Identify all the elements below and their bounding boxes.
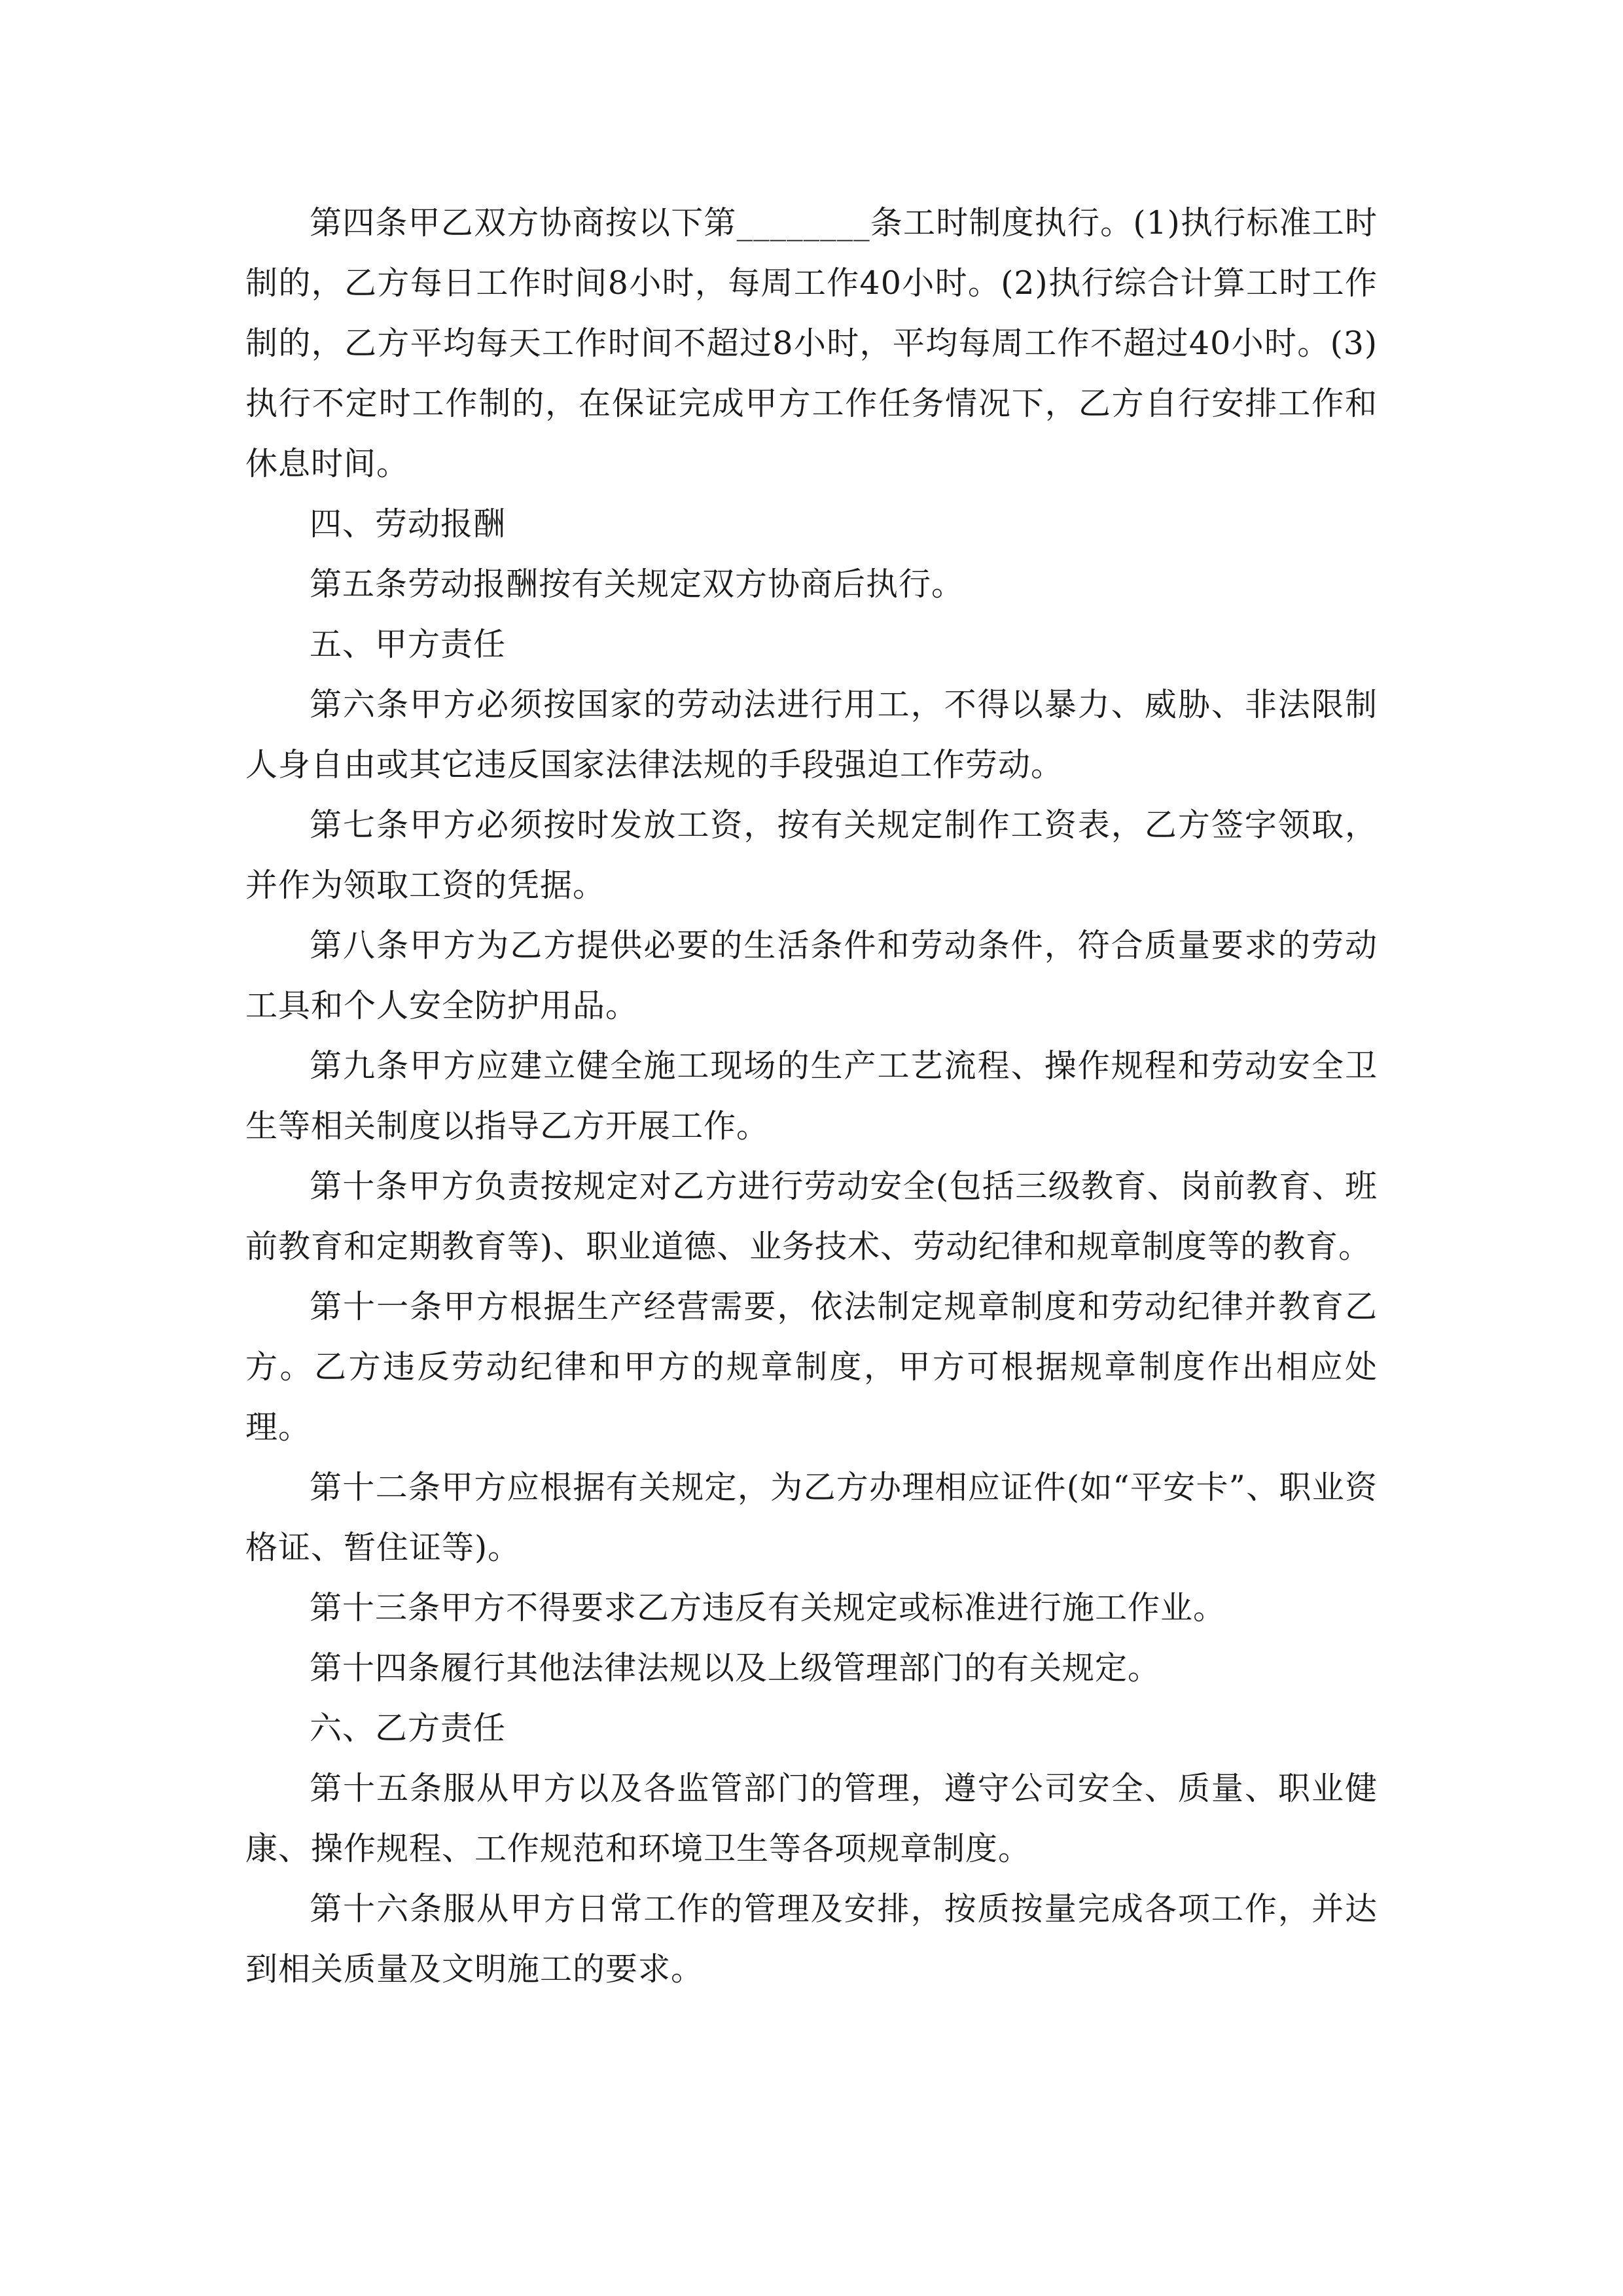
- section-heading-party-b-duties: 六、乙方责任: [310, 1710, 507, 1747]
- article-13-paragraph: 第十三条甲方不得要求乙方违反有关规定或标准进行施工作业。: [310, 1589, 1226, 1626]
- article-10-paragraph: 第十条甲方负责按规定对乙方进行劳动安全(包括三级教育、岗前教育、班前教育和定期教育等)、职业道德、业务技术、劳动纪律和规章制度等的教育。: [245, 1168, 1378, 1265]
- article-11-paragraph: 第十一条甲方根据生产经营需要，依法制定规章制度和劳动纪律并教育乙方。乙方违反劳动纪律和甲方的规章制度，甲方可根据规章制度作出相应处理。: [245, 1288, 1378, 1446]
- article-6-paragraph: 第六条甲方必须按国家的劳动法进行用工，不得以暴力、威胁、非法限制人身自由或其它违反国家法律法规的手段强迫工作劳动。: [245, 686, 1378, 783]
- section-heading-remuneration: 四、劳动报酬: [310, 505, 507, 543]
- article-7-paragraph: 第七条甲方必须按时发放工资，按有关规定制作工资表，乙方签字领取，并作为领取工资的凭据。: [245, 806, 1378, 904]
- article-15-paragraph: 第十五条服从甲方以及各监管部门的管理，遵守公司安全、质量、职业健康、操作规程、工作规范和环境卫生等各项规章制度。: [245, 1770, 1378, 1867]
- article-9-paragraph: 第九条甲方应建立健全施工现场的生产工艺流程、操作规程和劳动安全卫生等相关制度以指导乙方开展工作。: [245, 1047, 1378, 1145]
- article-14-paragraph: 第十四条履行其他法律法规以及上级管理部门的有关规定。: [310, 1649, 1161, 1687]
- article-5-paragraph: 第五条劳动报酬按有关规定双方协商后执行。: [310, 565, 965, 603]
- document-page: [245, 193, 1378, 2000]
- section-heading-party-a-duties: 五、甲方责任: [310, 626, 507, 663]
- article-8-paragraph: 第八条甲方为乙方提供必要的生活条件和劳动条件，符合质量要求的劳动工具和个人安全防护用品。: [245, 927, 1378, 1024]
- article-12-paragraph: 第十二条甲方应根据有关规定，为乙方办理相应证件(如“平安卡”、职业资格证、暂住证等)。: [245, 1469, 1378, 1566]
- article-4-paragraph: 第四条甲乙双方协商按以下第________条工时制度执行。(1)执行标准工时制的，乙方每日工作时间8小时，每周工作40小时。(2)执行综合计算工时工作制的，乙方平均每天工作时间不超过8小时，平均每周工作不超过40小时。(3)执行不定时工作制的，在保证完成甲方工作任务情况下，乙方自行安排工作和休息时间。: [245, 204, 1378, 482]
- article-16-paragraph: 第十六条服从甲方日常工作的管理及安排，按质按量完成各项工作，并达到相关质量及文明施工的要求。: [245, 1890, 1378, 1988]
